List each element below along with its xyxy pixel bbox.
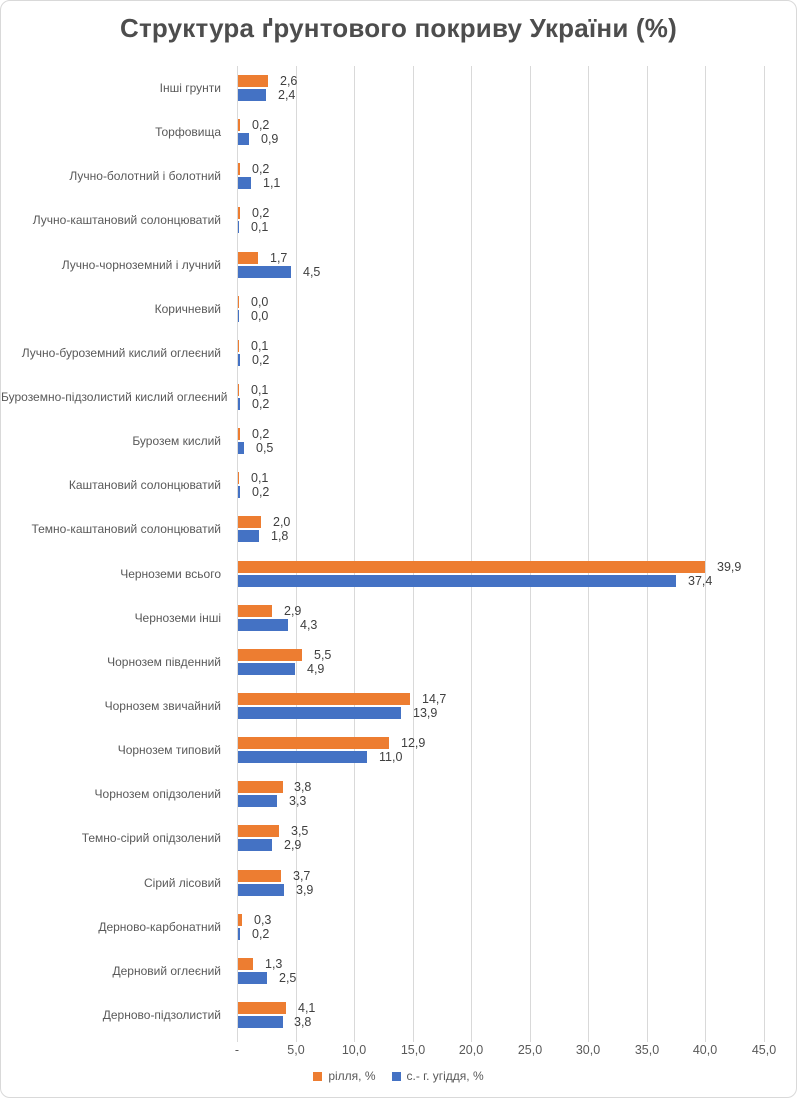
value-label-rillya: 1,3 xyxy=(265,957,283,971)
value-label-ugiddya: 13,9 xyxy=(413,706,438,720)
value-label-rillya: 0,1 xyxy=(251,383,269,397)
value-label-rillya: 0,2 xyxy=(252,427,270,441)
gridline xyxy=(471,66,472,1042)
bar-ugiddya xyxy=(238,266,291,278)
gridline xyxy=(588,66,589,1042)
category-label: Чорнозем звичайний xyxy=(104,699,221,713)
x-axis-tick-label: 45,0 xyxy=(751,1043,777,1057)
legend-swatch-ugiddya-icon xyxy=(392,1072,401,1081)
value-label-ugiddya: 0,5 xyxy=(256,441,274,455)
category-label: Черноземи всього xyxy=(120,567,221,581)
plot-area xyxy=(237,66,782,1037)
gridline xyxy=(413,66,414,1042)
value-label-ugiddya: 4,3 xyxy=(300,618,318,632)
bar-ugiddya xyxy=(238,575,676,587)
category-label: Сірий лісовий xyxy=(143,876,221,890)
bar-rillya xyxy=(238,207,240,219)
value-label-ugiddya: 1,8 xyxy=(271,529,289,543)
value-label-rillya: 12,9 xyxy=(401,736,426,750)
category-label: Лучно-чорноземний і лучний xyxy=(61,258,221,272)
category-label: Чорнозем опідзолений xyxy=(94,787,221,801)
value-label-rillya: 0,3 xyxy=(254,913,272,927)
category-label: Лучно-буроземний кислий оглеєний xyxy=(21,346,221,360)
bar-ugiddya xyxy=(238,972,267,984)
value-label-ugiddya: 0,2 xyxy=(252,353,270,367)
bar-rillya xyxy=(238,1002,286,1014)
value-label-rillya: 39,9 xyxy=(717,560,742,574)
bar-rillya xyxy=(238,870,281,882)
category-label: Лучно-болотний і болотний xyxy=(69,169,221,183)
bar-rillya xyxy=(238,825,279,837)
bar-ugiddya xyxy=(238,133,249,145)
bar-rillya xyxy=(238,605,272,617)
category-label: Черноземи інші xyxy=(134,611,221,625)
value-label-rillya: 14,7 xyxy=(422,692,447,706)
value-label-rillya: 4,1 xyxy=(298,1001,316,1015)
bar-rillya xyxy=(238,516,261,528)
value-label-ugiddya: 0,0 xyxy=(251,309,269,323)
gridline xyxy=(530,66,531,1042)
bar-ugiddya xyxy=(238,884,284,896)
value-label-ugiddya: 11,0 xyxy=(379,750,403,764)
bar-rillya xyxy=(238,472,239,484)
category-label: Темно-сірий опідзолений xyxy=(81,831,221,845)
bar-ugiddya xyxy=(238,839,272,851)
legend-label-ugiddya: с.- г. угіддя, % xyxy=(406,1069,484,1083)
value-label-rillya: 0,2 xyxy=(252,206,270,220)
category-label: Торфовища xyxy=(155,125,221,139)
bar-ugiddya xyxy=(238,221,239,233)
value-label-rillya: 0,0 xyxy=(251,295,269,309)
value-label-ugiddya: 1,1 xyxy=(263,176,281,190)
value-label-ugiddya: 37,4 xyxy=(688,574,713,588)
bar-ugiddya xyxy=(238,928,240,940)
value-label-rillya: 0,1 xyxy=(251,339,269,353)
bar-ugiddya xyxy=(238,442,244,454)
value-label-ugiddya: 4,5 xyxy=(303,265,321,279)
bar-rillya xyxy=(238,914,242,926)
value-label-ugiddya: 0,9 xyxy=(261,132,279,146)
value-label-ugiddya: 3,8 xyxy=(294,1015,312,1029)
category-label: Темно-каштановий солонцюватий xyxy=(31,522,221,536)
bar-rillya xyxy=(238,119,240,131)
value-label-rillya: 5,5 xyxy=(314,648,332,662)
x-axis-tick-label: 40,0 xyxy=(692,1043,718,1057)
x-axis-tick-label: 10,0 xyxy=(341,1043,367,1057)
value-label-ugiddya: 2,5 xyxy=(279,971,297,985)
bar-ugiddya xyxy=(238,663,295,675)
category-label: Каштановий солонцюватий xyxy=(68,478,221,492)
x-axis-tick-label: 30,0 xyxy=(575,1043,601,1057)
value-label-ugiddya: 2,9 xyxy=(284,838,302,852)
category-label: Чорнозем південний xyxy=(107,655,221,669)
value-label-rillya: 3,7 xyxy=(293,869,311,883)
bar-rillya xyxy=(238,649,302,661)
value-label-ugiddya: 0,2 xyxy=(252,397,270,411)
category-label: Коричневий xyxy=(154,302,221,316)
bar-ugiddya xyxy=(238,398,240,410)
bar-rillya xyxy=(238,163,240,175)
value-label-rillya: 2,6 xyxy=(280,74,298,88)
x-axis-tick-label: 20,0 xyxy=(458,1043,484,1057)
category-label: Буроземно-підзолистий кислий оглеєний xyxy=(1,390,228,404)
bar-ugiddya xyxy=(238,795,277,807)
category-label: Лучно-каштановий солонцюватий xyxy=(32,213,221,227)
value-label-rillya: 2,0 xyxy=(273,515,291,529)
bar-ugiddya xyxy=(238,751,367,763)
bar-ugiddya xyxy=(238,707,401,719)
gridline xyxy=(764,66,765,1042)
value-label-rillya: 0,2 xyxy=(252,162,270,176)
bar-rillya xyxy=(238,958,253,970)
legend xyxy=(1,1069,796,1083)
bar-rillya xyxy=(238,252,258,264)
x-axis-tick-label: 15,0 xyxy=(400,1043,426,1057)
bar-rillya xyxy=(238,737,389,749)
category-label: Дерновий оглеєний xyxy=(112,964,221,978)
category-label: Дерново-карбонатний xyxy=(98,920,221,934)
bar-ugiddya xyxy=(238,177,251,189)
gridline xyxy=(705,66,706,1042)
bar-ugiddya xyxy=(238,619,288,631)
category-label: Чорнозем типовий xyxy=(117,743,221,757)
value-label-rillya: 0,2 xyxy=(252,118,270,132)
legend-item-rillya xyxy=(313,1069,375,1083)
x-axis-tick-label: 5,0 xyxy=(287,1043,305,1057)
bar-rillya xyxy=(238,693,410,705)
gridline xyxy=(647,66,648,1042)
value-label-ugiddya: 3,9 xyxy=(296,883,314,897)
bar-rillya xyxy=(238,384,239,396)
bar-rillya xyxy=(238,561,705,573)
value-label-ugiddya: 0,2 xyxy=(252,927,270,941)
bar-ugiddya xyxy=(238,486,240,498)
bar-ugiddya xyxy=(238,354,240,366)
x-axis-tick-label: 25,0 xyxy=(517,1043,543,1057)
chart-title: Структура ґрунтового покриву України (%) xyxy=(120,13,677,43)
bar-rillya xyxy=(238,75,268,87)
bar-rillya xyxy=(238,428,240,440)
value-label-ugiddya: 0,2 xyxy=(252,485,270,499)
value-label-ugiddya: 0,1 xyxy=(251,220,269,234)
value-label-ugiddya: 4,9 xyxy=(307,662,325,676)
gridline xyxy=(354,66,355,1042)
bar-ugiddya xyxy=(238,530,259,542)
category-label: Дерново-підзолистий xyxy=(102,1008,221,1022)
bar-ugiddya xyxy=(238,1016,283,1028)
legend-swatch-rillya-icon xyxy=(313,1072,322,1081)
value-label-ugiddya: 2,4 xyxy=(278,88,296,102)
bar-rillya xyxy=(238,781,283,793)
bar-ugiddya xyxy=(238,89,266,101)
value-label-rillya: 3,8 xyxy=(294,780,312,794)
bar-rillya xyxy=(238,340,239,352)
x-axis-tick-label: - xyxy=(234,1043,240,1057)
value-label-rillya: 0,1 xyxy=(251,471,269,485)
value-label-rillya: 2,9 xyxy=(284,604,302,618)
value-label-ugiddya: 3,3 xyxy=(289,794,307,808)
legend-item-ugiddya xyxy=(392,1069,484,1083)
bar-rillya xyxy=(238,296,239,308)
legend-label-rillya: рілля, % xyxy=(328,1069,376,1083)
value-label-rillya: 3,5 xyxy=(291,824,309,838)
x-axis-tick-label: 35,0 xyxy=(634,1043,660,1057)
category-label: Бурозем кислий xyxy=(132,434,221,448)
category-label: Інші грунти xyxy=(159,81,221,95)
value-label-rillya: 1,7 xyxy=(270,251,288,265)
bar-ugiddya xyxy=(238,310,239,322)
